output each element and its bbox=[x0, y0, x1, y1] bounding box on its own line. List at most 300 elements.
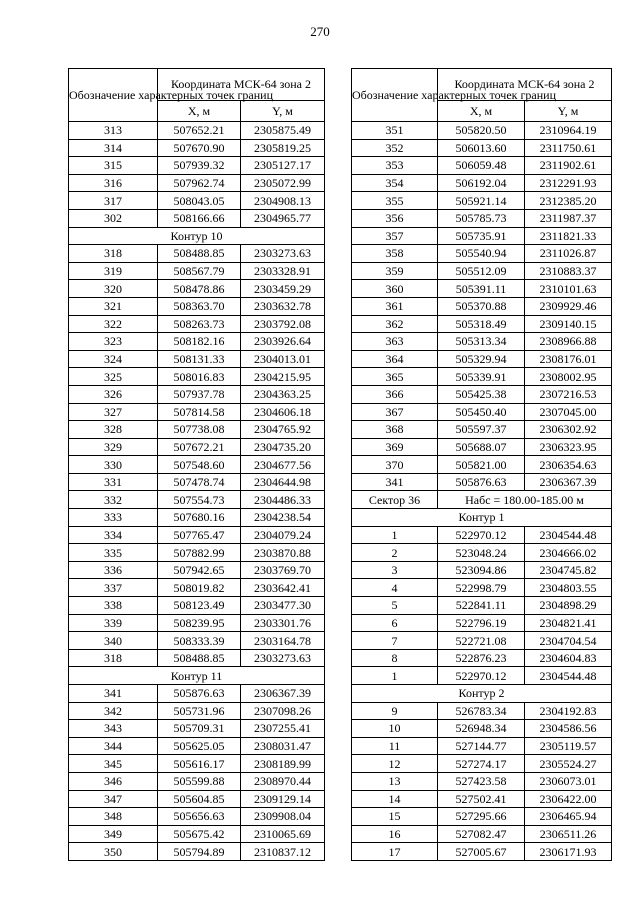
coord-y: 2308966.88 bbox=[525, 333, 612, 351]
coord-y: 2307216.53 bbox=[525, 385, 612, 403]
table-row bbox=[69, 685, 325, 703]
coord-y: 2303273.63 bbox=[241, 649, 325, 667]
table-row bbox=[352, 403, 612, 421]
coord-y: 2304215.95 bbox=[241, 368, 325, 386]
coord-y: 2303328.91 bbox=[241, 262, 325, 280]
coord-y: 2310101.63 bbox=[525, 280, 612, 298]
coord-x: 527502.41 bbox=[438, 790, 525, 808]
point-number: 337 bbox=[69, 579, 158, 597]
coord-y: 2304735.20 bbox=[241, 438, 325, 456]
point-number: 341 bbox=[352, 473, 438, 491]
point-number: 15 bbox=[352, 808, 438, 826]
coord-x: 505425.38 bbox=[438, 385, 525, 403]
table-row bbox=[352, 579, 612, 597]
table-row bbox=[69, 157, 325, 175]
coord-y: 2303769.70 bbox=[241, 561, 325, 579]
coord-y: 2306465.94 bbox=[525, 808, 612, 826]
point-number: 356 bbox=[352, 209, 438, 227]
point-number: 351 bbox=[352, 122, 438, 140]
coord-x: 505688.07 bbox=[438, 438, 525, 456]
coord-y: 2303477.30 bbox=[241, 597, 325, 615]
coord-x: 505604.85 bbox=[158, 790, 241, 808]
table-row bbox=[69, 509, 325, 527]
point-number: 326 bbox=[69, 385, 158, 403]
table-row bbox=[352, 456, 612, 474]
coord-x: 506013.60 bbox=[438, 139, 525, 157]
point-number: 354 bbox=[352, 174, 438, 192]
point-number: 343 bbox=[69, 720, 158, 738]
table-row bbox=[352, 157, 612, 175]
coord-y: 2304586.56 bbox=[525, 720, 612, 738]
point-number: 355 bbox=[352, 192, 438, 210]
table-row bbox=[352, 649, 612, 667]
coord-y: 2305875.49 bbox=[241, 122, 325, 140]
table-row bbox=[69, 174, 325, 192]
coord-x: 522721.08 bbox=[438, 632, 525, 650]
sector-label: Сектор 36 bbox=[352, 491, 438, 509]
coord-x: 527423.58 bbox=[438, 772, 525, 790]
table-row bbox=[352, 192, 612, 210]
coord-y: 2303792.08 bbox=[241, 315, 325, 333]
header-point-designation: Обозначение характерных точек границ bbox=[352, 69, 438, 122]
point-number: 340 bbox=[69, 632, 158, 650]
point-number: 367 bbox=[352, 403, 438, 421]
table-row bbox=[352, 772, 612, 790]
point-number: 11 bbox=[352, 737, 438, 755]
coord-x: 508019.82 bbox=[158, 579, 241, 597]
contour-label: Контур 2 bbox=[352, 685, 612, 703]
coord-y: 2304238.54 bbox=[241, 509, 325, 527]
point-number: 362 bbox=[352, 315, 438, 333]
coord-y: 2308176.01 bbox=[525, 350, 612, 368]
coord-y: 2304745.82 bbox=[525, 561, 612, 579]
coord-x: 527295.66 bbox=[438, 808, 525, 826]
point-number: 368 bbox=[352, 421, 438, 439]
coord-y: 2309140.15 bbox=[525, 315, 612, 333]
table-row bbox=[352, 755, 612, 773]
coord-x: 522841.11 bbox=[438, 597, 525, 615]
table-row bbox=[352, 790, 612, 808]
coord-y: 2306354.63 bbox=[525, 456, 612, 474]
table-row bbox=[69, 245, 325, 263]
table-row bbox=[69, 122, 325, 140]
coord-x: 505597.37 bbox=[438, 421, 525, 439]
point-number: 329 bbox=[69, 438, 158, 456]
table-row bbox=[69, 843, 325, 861]
coord-y: 2304898.29 bbox=[525, 597, 612, 615]
point-number: 323 bbox=[69, 333, 158, 351]
point-number: 320 bbox=[69, 280, 158, 298]
point-number: 361 bbox=[352, 297, 438, 315]
header-point-designation: Обозначение характерных точек границ bbox=[69, 69, 158, 122]
table-row bbox=[69, 649, 325, 667]
sector-header-row bbox=[352, 491, 612, 509]
coord-x: 505599.88 bbox=[158, 772, 241, 790]
point-number: 322 bbox=[69, 315, 158, 333]
contour-header-row bbox=[69, 227, 325, 245]
coord-y: 2304666.02 bbox=[525, 544, 612, 562]
coord-x: 522796.19 bbox=[438, 614, 525, 632]
coord-x: 505616.17 bbox=[158, 755, 241, 773]
coord-y: 2304704.54 bbox=[525, 632, 612, 650]
point-number: 350 bbox=[69, 843, 158, 861]
point-number: 370 bbox=[352, 456, 438, 474]
point-number: 360 bbox=[352, 280, 438, 298]
point-number: 317 bbox=[69, 192, 158, 210]
coord-x: 507814.58 bbox=[158, 403, 241, 421]
contour-header-row bbox=[69, 667, 325, 685]
point-number: 327 bbox=[69, 403, 158, 421]
table-row bbox=[352, 597, 612, 615]
point-number: 336 bbox=[69, 561, 158, 579]
coord-x: 505313.34 bbox=[438, 333, 525, 351]
table-row bbox=[352, 632, 612, 650]
coord-x: 505731.96 bbox=[158, 702, 241, 720]
coord-x: 505709.31 bbox=[158, 720, 241, 738]
contour-label: Контур 10 bbox=[69, 227, 325, 245]
coord-y: 2304908.13 bbox=[241, 192, 325, 210]
coord-x: 508333.39 bbox=[158, 632, 241, 650]
table-row bbox=[352, 297, 612, 315]
table-row bbox=[69, 280, 325, 298]
point-number: 4 bbox=[352, 579, 438, 597]
coord-x: 507765.47 bbox=[158, 526, 241, 544]
point-number: 334 bbox=[69, 526, 158, 544]
coord-x: 522876.23 bbox=[438, 649, 525, 667]
table-row bbox=[69, 614, 325, 632]
coord-x: 507554.73 bbox=[158, 491, 241, 509]
point-number: 7 bbox=[352, 632, 438, 650]
table-row bbox=[69, 808, 325, 826]
coord-x: 523048.24 bbox=[438, 544, 525, 562]
coord-y: 2307098.26 bbox=[241, 702, 325, 720]
coord-y: 2303459.29 bbox=[241, 280, 325, 298]
table-row bbox=[69, 772, 325, 790]
table-row bbox=[69, 755, 325, 773]
coord-y: 2303642.41 bbox=[241, 579, 325, 597]
point-number: 1 bbox=[352, 526, 438, 544]
coord-x: 505625.05 bbox=[158, 737, 241, 755]
table-row bbox=[352, 385, 612, 403]
coord-x: 505656.63 bbox=[158, 808, 241, 826]
table-row bbox=[352, 280, 612, 298]
point-number: 313 bbox=[69, 122, 158, 140]
coord-y: 2311750.61 bbox=[525, 139, 612, 157]
coord-y: 2305127.17 bbox=[241, 157, 325, 175]
coord-x: 505794.89 bbox=[158, 843, 241, 861]
coord-x: 508363.70 bbox=[158, 297, 241, 315]
point-number: 6 bbox=[352, 614, 438, 632]
coord-y: 2310883.37 bbox=[525, 262, 612, 280]
header-coordinate-system: Координата МСК-64 зона 2 bbox=[438, 69, 612, 101]
sector-height-range: Набс = 180.00-185.00 м bbox=[438, 491, 612, 509]
coord-x: 526948.34 bbox=[438, 720, 525, 738]
coord-y: 2304544.48 bbox=[525, 667, 612, 685]
coord-y: 2311026.87 bbox=[525, 245, 612, 263]
table-row bbox=[69, 544, 325, 562]
coord-y: 2304644.98 bbox=[241, 473, 325, 491]
coord-y: 2305072.99 bbox=[241, 174, 325, 192]
coord-x: 508016.83 bbox=[158, 368, 241, 386]
coord-y: 2309129.14 bbox=[241, 790, 325, 808]
point-number: 341 bbox=[69, 685, 158, 703]
point-number: 348 bbox=[69, 808, 158, 826]
header-y: Y, м bbox=[525, 101, 612, 122]
table-row bbox=[352, 808, 612, 826]
coord-y: 2304192.83 bbox=[525, 702, 612, 720]
contour-label: Контур 1 bbox=[352, 509, 612, 527]
coord-x: 505450.40 bbox=[438, 403, 525, 421]
coord-y: 2305119.57 bbox=[525, 737, 612, 755]
table-row bbox=[69, 139, 325, 157]
coord-x: 505339.91 bbox=[438, 368, 525, 386]
point-number: 366 bbox=[352, 385, 438, 403]
coord-x: 507962.74 bbox=[158, 174, 241, 192]
table-row bbox=[352, 438, 612, 456]
coord-y: 2304604.83 bbox=[525, 649, 612, 667]
point-number: 359 bbox=[352, 262, 438, 280]
coord-x: 507942.65 bbox=[158, 561, 241, 579]
table-row bbox=[69, 209, 325, 227]
coord-x: 507937.78 bbox=[158, 385, 241, 403]
coord-x: 505735.91 bbox=[438, 227, 525, 245]
coordinates-table-right bbox=[351, 68, 612, 861]
table-row bbox=[69, 368, 325, 386]
table-row bbox=[352, 702, 612, 720]
point-number: 331 bbox=[69, 473, 158, 491]
coord-y: 2306422.00 bbox=[525, 790, 612, 808]
coordinates-table-left bbox=[68, 68, 325, 861]
contour-label: Контур 11 bbox=[69, 667, 325, 685]
table-row bbox=[352, 421, 612, 439]
coord-x: 505820.50 bbox=[438, 122, 525, 140]
table-row bbox=[69, 597, 325, 615]
coord-y: 2311902.61 bbox=[525, 157, 612, 175]
table-body-right bbox=[352, 122, 612, 861]
coord-x: 527144.77 bbox=[438, 737, 525, 755]
contour-header-row bbox=[352, 685, 612, 703]
table-row bbox=[69, 702, 325, 720]
coord-y: 2304821.41 bbox=[525, 614, 612, 632]
coord-y: 2303273.63 bbox=[241, 245, 325, 263]
table-row bbox=[69, 262, 325, 280]
table-row bbox=[352, 139, 612, 157]
header-x: X, м bbox=[158, 101, 241, 122]
point-number: 369 bbox=[352, 438, 438, 456]
table-row bbox=[352, 526, 612, 544]
coord-y: 2306323.95 bbox=[525, 438, 612, 456]
table-row bbox=[352, 209, 612, 227]
point-number: 8 bbox=[352, 649, 438, 667]
table-row bbox=[352, 333, 612, 351]
coord-x: 505876.63 bbox=[438, 473, 525, 491]
coord-y: 2312291.93 bbox=[525, 174, 612, 192]
table-body-left bbox=[69, 122, 325, 861]
table-row bbox=[352, 720, 612, 738]
header-x: X, м bbox=[438, 101, 525, 122]
coord-x: 506192.04 bbox=[438, 174, 525, 192]
point-number: 363 bbox=[352, 333, 438, 351]
table-row bbox=[69, 632, 325, 650]
point-number: 2 bbox=[352, 544, 438, 562]
table-row bbox=[69, 315, 325, 333]
point-number: 16 bbox=[352, 825, 438, 843]
table-row bbox=[69, 297, 325, 315]
coord-x: 507478.74 bbox=[158, 473, 241, 491]
coord-x: 507672.21 bbox=[158, 438, 241, 456]
point-number: 10 bbox=[352, 720, 438, 738]
coord-y: 2306171.93 bbox=[525, 843, 612, 861]
point-number: 17 bbox=[352, 843, 438, 861]
coord-y: 2304079.24 bbox=[241, 526, 325, 544]
table-row bbox=[69, 491, 325, 509]
point-number: 333 bbox=[69, 509, 158, 527]
table-row bbox=[352, 825, 612, 843]
point-number: 324 bbox=[69, 350, 158, 368]
coord-y: 2308970.44 bbox=[241, 772, 325, 790]
table-row bbox=[352, 350, 612, 368]
coord-x: 505921.14 bbox=[438, 192, 525, 210]
table-row bbox=[69, 737, 325, 755]
coord-y: 2305524.27 bbox=[525, 755, 612, 773]
coord-y: 2311821.33 bbox=[525, 227, 612, 245]
coord-y: 2304803.55 bbox=[525, 579, 612, 597]
coord-y: 2303301.76 bbox=[241, 614, 325, 632]
coord-y: 2304765.92 bbox=[241, 421, 325, 439]
coord-y: 2304486.33 bbox=[241, 491, 325, 509]
table-row bbox=[69, 438, 325, 456]
point-number: 302 bbox=[69, 209, 158, 227]
coord-x: 507652.21 bbox=[158, 122, 241, 140]
coord-y: 2304544.48 bbox=[525, 526, 612, 544]
coord-y: 2304965.77 bbox=[241, 209, 325, 227]
coord-x: 507680.16 bbox=[158, 509, 241, 527]
point-number: 347 bbox=[69, 790, 158, 808]
table-row bbox=[352, 122, 612, 140]
point-number: 5 bbox=[352, 597, 438, 615]
coord-y: 2308189.99 bbox=[241, 755, 325, 773]
point-number: 321 bbox=[69, 297, 158, 315]
coord-y: 2303870.88 bbox=[241, 544, 325, 562]
coord-y: 2304606.18 bbox=[241, 403, 325, 421]
coord-x: 507738.08 bbox=[158, 421, 241, 439]
table-row bbox=[352, 174, 612, 192]
contour-header-row bbox=[352, 509, 612, 527]
point-number: 339 bbox=[69, 614, 158, 632]
point-number: 352 bbox=[352, 139, 438, 157]
coord-x: 507670.90 bbox=[158, 139, 241, 157]
table-row bbox=[352, 262, 612, 280]
table-row bbox=[352, 561, 612, 579]
point-number: 314 bbox=[69, 139, 158, 157]
coord-x: 508239.95 bbox=[158, 614, 241, 632]
point-number: 346 bbox=[69, 772, 158, 790]
coord-x: 527005.67 bbox=[438, 843, 525, 861]
point-number: 338 bbox=[69, 597, 158, 615]
coord-y: 2306073.01 bbox=[525, 772, 612, 790]
table-row bbox=[69, 385, 325, 403]
coord-x: 508043.05 bbox=[158, 192, 241, 210]
coord-x: 522970.12 bbox=[438, 667, 525, 685]
table-row bbox=[69, 403, 325, 421]
table-row bbox=[69, 421, 325, 439]
coord-y: 2312385.20 bbox=[525, 192, 612, 210]
coord-y: 2306367.39 bbox=[525, 473, 612, 491]
table-row bbox=[352, 368, 612, 386]
point-number: 365 bbox=[352, 368, 438, 386]
coord-x: 507939.32 bbox=[158, 157, 241, 175]
point-number: 1 bbox=[352, 667, 438, 685]
table-row bbox=[352, 667, 612, 685]
point-number: 328 bbox=[69, 421, 158, 439]
point-number: 335 bbox=[69, 544, 158, 562]
table-row bbox=[352, 737, 612, 755]
coord-y: 2305819.25 bbox=[241, 139, 325, 157]
table-row bbox=[352, 245, 612, 263]
point-number: 318 bbox=[69, 245, 158, 263]
table-row bbox=[69, 561, 325, 579]
coord-x: 508567.79 bbox=[158, 262, 241, 280]
coord-x: 508263.73 bbox=[158, 315, 241, 333]
table-row bbox=[352, 315, 612, 333]
coord-x: 505876.63 bbox=[158, 685, 241, 703]
coord-x: 526783.34 bbox=[438, 702, 525, 720]
coord-y: 2303632.78 bbox=[241, 297, 325, 315]
coord-y: 2304013.01 bbox=[241, 350, 325, 368]
point-number: 342 bbox=[69, 702, 158, 720]
coord-y: 2308031.47 bbox=[241, 737, 325, 755]
coord-y: 2309908.04 bbox=[241, 808, 325, 826]
table-row bbox=[69, 192, 325, 210]
coord-x: 505540.94 bbox=[438, 245, 525, 263]
point-number: 3 bbox=[352, 561, 438, 579]
coord-x: 522970.12 bbox=[438, 526, 525, 544]
coord-x: 505318.49 bbox=[438, 315, 525, 333]
coord-y: 2309929.46 bbox=[525, 297, 612, 315]
point-number: 345 bbox=[69, 755, 158, 773]
point-number: 325 bbox=[69, 368, 158, 386]
coord-x: 508123.49 bbox=[158, 597, 241, 615]
point-number: 14 bbox=[352, 790, 438, 808]
point-number: 358 bbox=[352, 245, 438, 263]
header-y: Y, м bbox=[241, 101, 325, 122]
table-row bbox=[69, 473, 325, 491]
table-row bbox=[352, 544, 612, 562]
table-row bbox=[69, 333, 325, 351]
table-row bbox=[69, 350, 325, 368]
coord-x: 527274.17 bbox=[438, 755, 525, 773]
coord-y: 2303164.78 bbox=[241, 632, 325, 650]
coord-y: 2306367.39 bbox=[241, 685, 325, 703]
coord-y: 2304677.56 bbox=[241, 456, 325, 474]
coord-y: 2304363.25 bbox=[241, 385, 325, 403]
point-number: 353 bbox=[352, 157, 438, 175]
coord-y: 2308002.95 bbox=[525, 368, 612, 386]
coord-x: 522998.79 bbox=[438, 579, 525, 597]
point-number: 330 bbox=[69, 456, 158, 474]
page-number: 270 bbox=[310, 24, 330, 39]
table-row bbox=[69, 720, 325, 738]
point-number: 357 bbox=[352, 227, 438, 245]
coord-y: 2306302.92 bbox=[525, 421, 612, 439]
coord-x: 508488.85 bbox=[158, 245, 241, 263]
table-row bbox=[69, 790, 325, 808]
point-number: 318 bbox=[69, 649, 158, 667]
coord-x: 508478.86 bbox=[158, 280, 241, 298]
point-number: 364 bbox=[352, 350, 438, 368]
coord-y: 2310964.19 bbox=[525, 122, 612, 140]
table-row bbox=[352, 614, 612, 632]
